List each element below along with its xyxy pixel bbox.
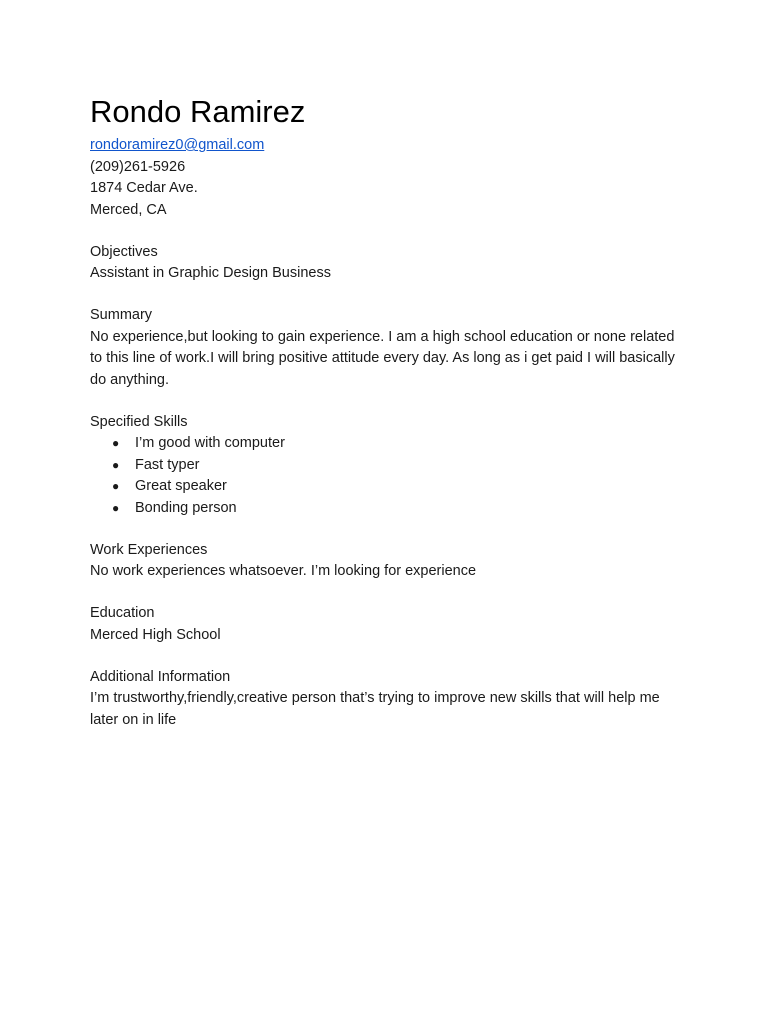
spacer — [90, 285, 680, 306]
skill-text: I’m good with computer — [135, 435, 285, 451]
additional-text: I’m trustworthy,friendly,creative person that’s trying to improve new skills that will help me later on in life — [90, 690, 660, 728]
contact-street: 1874 Cedar Ave. — [90, 180, 198, 196]
education-heading: Education — [90, 605, 155, 621]
spacer — [90, 646, 680, 667]
skill-text: Great speaker — [135, 478, 227, 494]
additional-heading: Additional Information — [90, 668, 231, 685]
list-item — [90, 476, 680, 498]
work-heading: Work Experiences — [90, 541, 208, 558]
spacer — [90, 221, 680, 242]
resume-page — [90, 93, 680, 731]
skill-text: Bonding person — [135, 499, 237, 516]
summary-text: No experience,but looking to gain experience. I am a high school education or none related to this line of work.I will bring positive attitude every day. As long as i get paid I will basically do anything. — [90, 328, 675, 388]
contact-email-line — [90, 135, 680, 157]
contact-city: Merced, CA — [90, 201, 167, 218]
bullet-icon: ● — [112, 457, 120, 472]
objectives-heading: Objectives — [90, 243, 158, 260]
summary-heading: Summary — [90, 307, 153, 323]
skill-text: Fast typer — [135, 456, 200, 473]
list-item — [90, 455, 680, 477]
bullet-icon: ● — [112, 436, 120, 450]
objectives-text: Assistant in Graphic Design Business — [90, 265, 331, 281]
skills-list — [90, 433, 680, 519]
email-link[interactable]: rondoramirez0@gmail.com — [90, 137, 265, 153]
spacer — [90, 583, 680, 604]
bullet-icon: ● — [112, 479, 120, 493]
spacer — [90, 391, 680, 412]
work-text: No work experiences whatsoever. I’m looking for experience — [90, 563, 477, 579]
contact-phone: (209)261-5926 — [90, 158, 186, 175]
resume-name: Rondo Ramirez — [90, 94, 306, 129]
bullet-icon: ● — [112, 500, 120, 515]
list-item — [90, 498, 680, 520]
spacer — [90, 519, 680, 540]
list-item — [90, 433, 680, 455]
skills-heading: Specified Skills — [90, 413, 188, 430]
education-text: Merced High School — [90, 626, 221, 643]
